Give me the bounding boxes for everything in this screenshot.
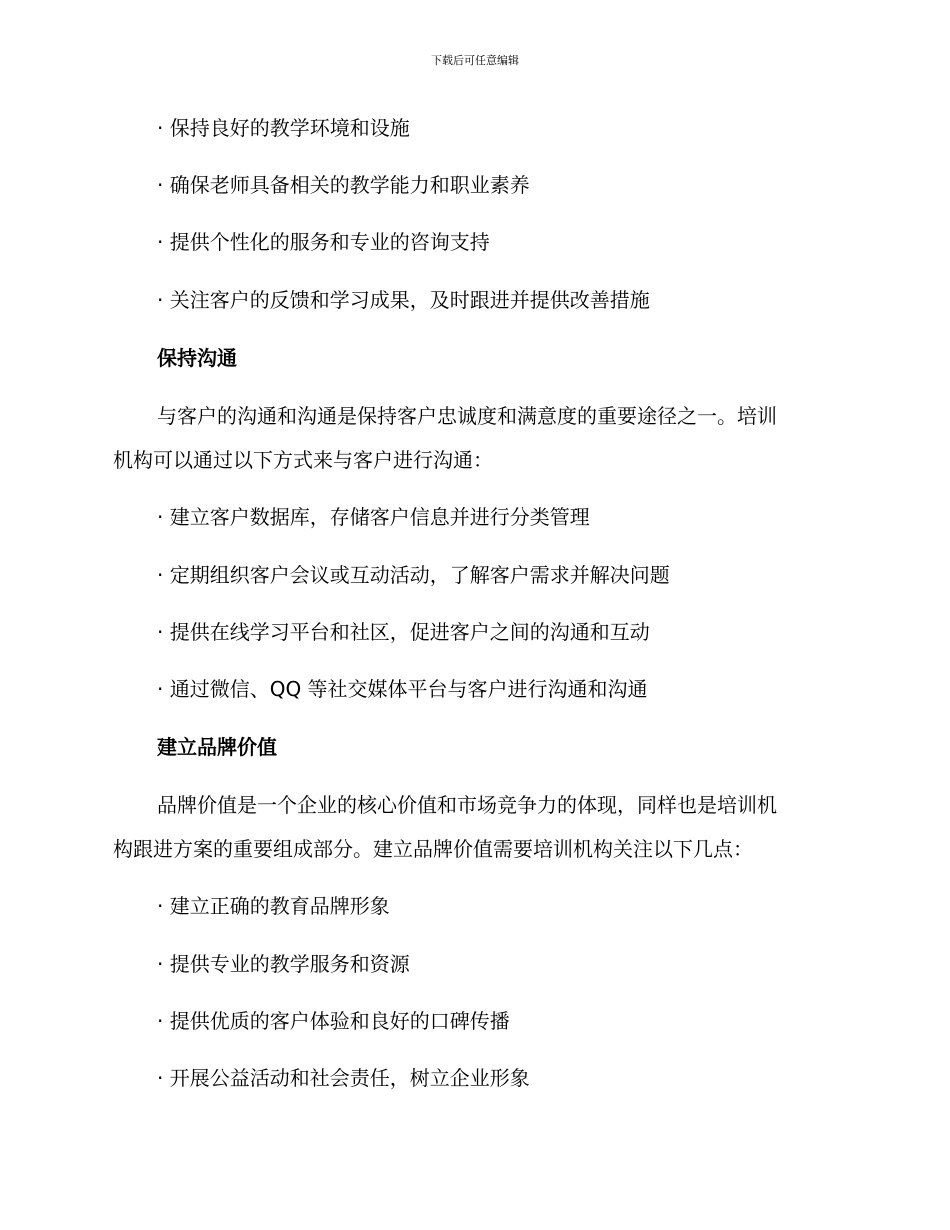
section-heading: 保持沟通 xyxy=(157,346,237,370)
paragraph-line: 与客户的沟通和沟通是保持客户忠诚度和满意度的重要途径之一。培训 xyxy=(157,404,777,428)
paragraph-line: 机构可以通过以下方式来与客户进行沟通： xyxy=(113,448,493,472)
list-item: · 定期组织客户会议或互动活动，了解客户需求并解决问题 xyxy=(157,563,670,587)
list-item: · 建立客户数据库，存储客户信息并进行分类管理 xyxy=(157,505,590,529)
section-heading: 建立品牌价值 xyxy=(157,735,277,759)
list-item: · 提供优质的客户体验和良好的口碑传播 xyxy=(157,1009,510,1033)
list-item: · 提供专业的教学服务和资源 xyxy=(157,952,410,976)
list-item: · 保持良好的教学环境和设施 xyxy=(157,116,410,140)
paragraph-line: 品牌价值是一个企业的核心价值和市场竞争力的体现，同样也是培训机 xyxy=(157,793,777,817)
list-item: · 确保老师具备相关的教学能力和职业素养 xyxy=(157,173,530,197)
list-item: · 提供在线学习平台和社区，促进客户之间的沟通和互动 xyxy=(157,620,650,644)
list-item: · 关注客户的反馈和学习成果，及时跟进并提供改善措施 xyxy=(157,288,650,312)
list-item: · 开展公益活动和社会责任，树立企业形象 xyxy=(157,1066,530,1090)
list-item: · 建立正确的教育品牌形象 xyxy=(157,894,390,918)
list-item: · 通过微信、QQ 等社交媒体平台与客户进行沟通和沟通 xyxy=(157,677,648,701)
paragraph-line: 构跟进方案的重要组成部分。建立品牌价值需要培训机构关注以下几点： xyxy=(113,837,753,861)
page-header: 下载后可任意编辑 xyxy=(431,54,519,67)
list-item: · 提供个性化的服务和专业的咨询支持 xyxy=(157,230,490,254)
